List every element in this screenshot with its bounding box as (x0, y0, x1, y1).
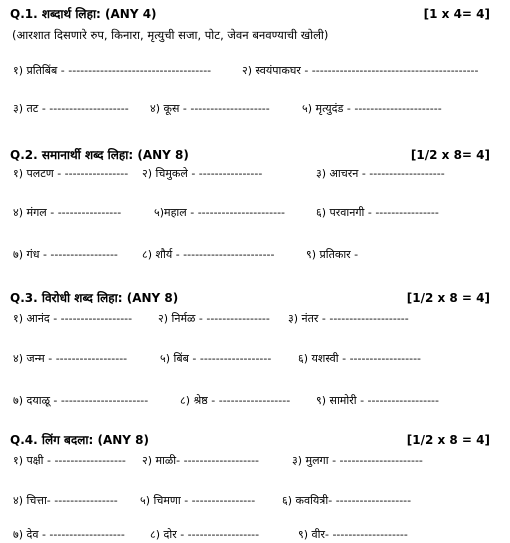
question-4-title: Q.4. लिंग बदला: (ANY 8) (10, 433, 149, 447)
question-4-row-3 (10, 527, 500, 543)
q3-item-4: ४) जन्म - ------------------ (13, 352, 128, 365)
q2-item-6: ६) परवानगी - ---------------- (316, 206, 439, 219)
q4-item-9: ९) वीर- ------------------- (298, 528, 408, 541)
question-2-row-1 (10, 166, 500, 182)
q1-item-1: १) प्रतिबिंब - ------------------------------------ (13, 64, 212, 77)
question-1-hint: (आरशात दिसणारे रुप, किनारा, मृत्युची सजा, पोट, जेवन बनवण्याची खोली) (12, 28, 329, 42)
question-4-row-1 (10, 453, 500, 469)
q2-item-5: ५)महाल - ---------------------- (154, 206, 286, 219)
question-4-row-2 (10, 493, 500, 509)
q2-item-1: १) पलटण - ---------------- (13, 167, 129, 180)
question-3-title: Q.3. विरोधी शब्द लिहा: (ANY 8) (10, 291, 179, 305)
q3-item-3: ३) नंतर - -------------------- (288, 312, 409, 325)
q4-item-6: ६) कवयित्री- ------------------- (282, 494, 412, 507)
question-3-row-1 (10, 311, 500, 327)
q3-item-2: २) निर्मळ - ---------------- (158, 312, 270, 325)
question-3-row-3 (10, 393, 500, 409)
question-2-row-3 (10, 247, 500, 263)
question-1-title: Q.1. शब्दार्थ लिहा: (ANY 4) (10, 7, 157, 21)
q3-item-1: १) आनंद - ------------------ (13, 312, 133, 325)
question-3-header (10, 289, 500, 307)
question-1-row-1 (10, 63, 500, 79)
q4-item-8: ८) दोर - ------------------ (150, 528, 260, 541)
q4-item-1: १) पक्षी - ------------------ (13, 454, 126, 467)
q2-item-2: २) चिमुकले - ---------------- (142, 167, 263, 180)
q4-item-2: २) माळी- ------------------- (142, 454, 260, 467)
question-2-row-2 (10, 205, 500, 221)
q1-item-2: २) स्वयंपाकघर - ------------------------------------------ (242, 64, 479, 77)
question-2-header (10, 146, 500, 164)
question-3-row-2 (10, 351, 500, 367)
q3-item-9: ९) सामोरी - ------------------ (316, 394, 439, 407)
question-1-row-2 (10, 101, 500, 117)
q4-item-3: ३) मुलगा - --------------------- (292, 454, 423, 467)
question-1-marks: [1 x 4= 4] (423, 7, 490, 21)
q2-item-8: ८) शौर्य - ----------------------- (142, 248, 275, 261)
q2-item-7: ७) गंध - ----------------- (13, 248, 118, 261)
q2-item-4: ४) मंगल - ---------------- (13, 206, 122, 219)
question-2-marks: [1/2 x 8= 4] (410, 148, 490, 162)
q1-item-5: ५) मृत्युदंड - ---------------------- (302, 102, 442, 115)
q1-item-4: ४) कूस - -------------------- (150, 102, 270, 115)
question-1-header (10, 5, 500, 23)
q4-item-4: ४) चित्ता- ---------------- (13, 494, 118, 507)
q2-item-9: ९) प्रतिकार - (306, 248, 359, 261)
question-2-title: Q.2. समानार्थी शब्द लिहा: (ANY 8) (10, 148, 189, 162)
q4-item-7: ७) देव - ------------------- (13, 528, 125, 541)
q4-item-5: ५) चिमणा - ---------------- (140, 494, 256, 507)
q3-item-5: ५) बिंब - ------------------ (160, 352, 272, 365)
q2-item-3: ३) आचरन - ------------------- (316, 167, 445, 180)
question-4-marks: [1/2 x 8 = 4] (406, 433, 490, 447)
q1-item-3: ३) तट - -------------------- (13, 102, 129, 115)
q3-item-7: ७) दयाळू - ---------------------- (13, 394, 149, 407)
q3-item-6: ६) यशस्वी - ------------------ (298, 352, 422, 365)
question-3-marks: [1/2 x 8 = 4] (406, 291, 490, 305)
q3-item-8: ८) श्रेष्ठ - ------------------ (180, 394, 291, 407)
question-4-header (10, 431, 500, 449)
